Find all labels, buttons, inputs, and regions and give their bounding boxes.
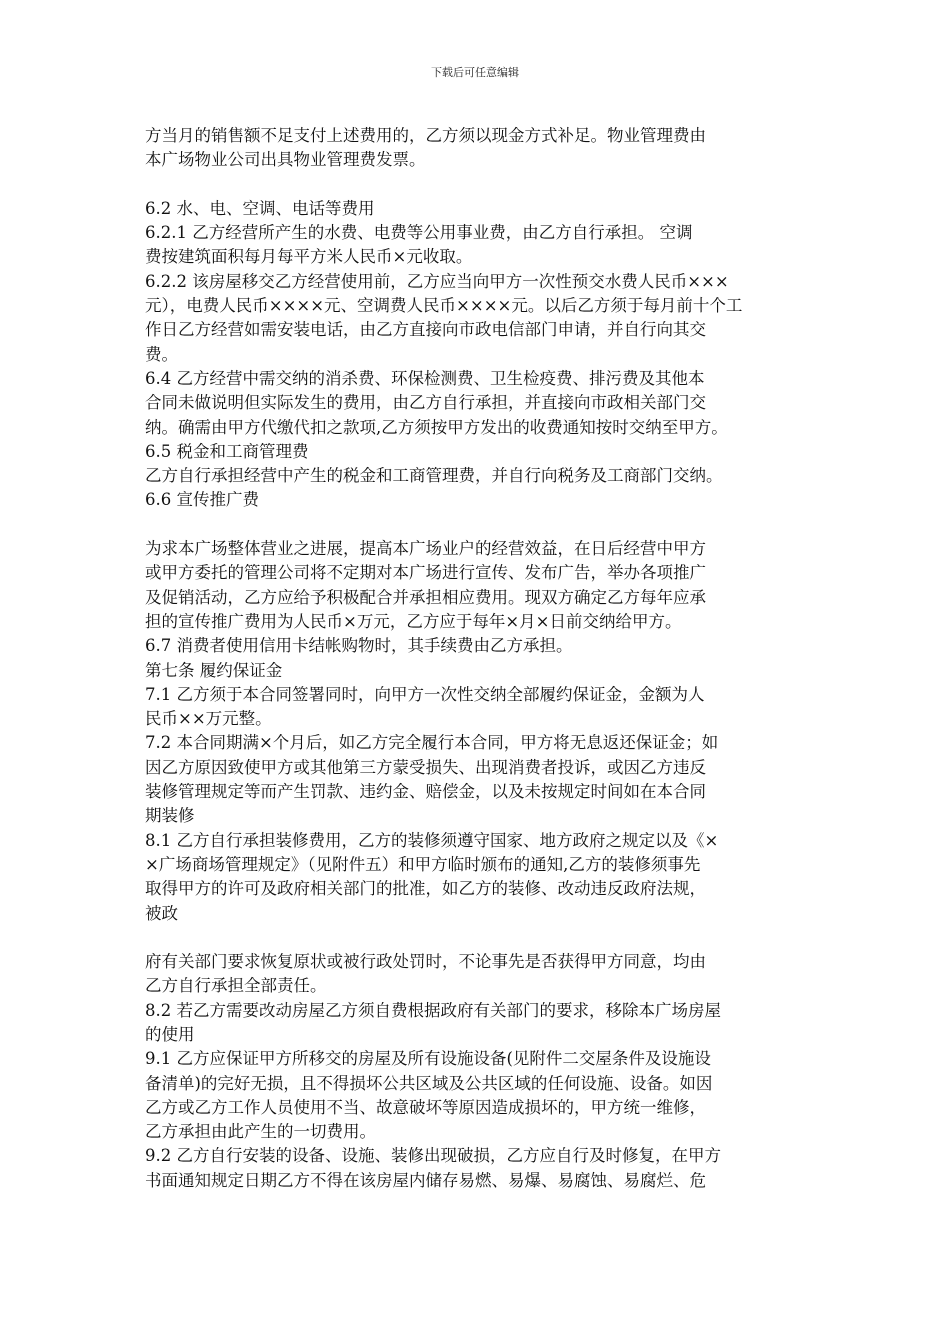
text-line: 为求本广场整体营业之进展，提高本广场业户的经营效益，在日后经营中甲方 — [145, 539, 706, 559]
text-line: 装修管理规定等而产生罚款、违约金、赔偿金，以及未按规定时间如在本合同 — [145, 782, 706, 802]
text-line: 6.7 消费者使用信用卡结帐购物时，其手续费由乙方承担。 — [145, 636, 573, 656]
blank-line — [145, 513, 815, 537]
text-line: 8.2 若乙方需要改动房屋乙方须自费根据政府有关部门的要求，移除本广场房屋 — [145, 1000, 721, 1020]
text-line: 的使用 — [145, 1024, 195, 1044]
text-line: 6.2.2 该房屋移交乙方经营使用前，乙方应当向甲方一次性预交水费人民币××× — [145, 271, 729, 291]
text-line: 6.6 宣传推广费 — [145, 490, 259, 510]
text-line: 6.5 税金和工商管理费 — [145, 441, 309, 461]
text-line: 6.2.1 乙方经营所产生的水费、电费等公用事业费，由乙方自行承担。 空调 — [145, 223, 693, 243]
blank-line — [145, 926, 815, 950]
page-header: 下载后可任意编辑 — [431, 66, 519, 79]
text-line: 6.4 乙方经营中需交纳的消杀费、环保检测费、卫生检疫费、排污费及其他本 — [145, 368, 705, 388]
text-line: 费按建筑面积每月每平方米人民币×元收取。 — [145, 247, 473, 267]
text-line: 乙方自行承担经营中产生的税金和工商管理费，并自行向税务及工商部门交纳。 — [145, 466, 723, 486]
text-line: 府有关部门要求恢复原状或被行政处罚时，不论事先是否获得甲方同意，均由 — [145, 952, 706, 972]
text-line: 7.2 本合同期满×个月后，如乙方完全履行本合同，甲方将无息返还保证金；如 — [145, 733, 719, 753]
text-line: 费。 — [145, 344, 178, 364]
text-line: 9.2 乙方自行安装的设备、设施、装修出现破损，乙方应自行及时修复，在甲方 — [145, 1146, 721, 1166]
text-line: 乙方承担由此产生的一切费用。 — [145, 1122, 376, 1142]
text-line: 元），电费人民币××××元、空调费人民币××××元。以后乙方须于每月前十个工 — [145, 296, 743, 316]
text-line: 取得甲方的许可及政府相关部门的批准，如乙方的装修、改动违反政府法规， — [145, 879, 706, 899]
text-line: 合同未做说明但实际发生的费用，由乙方自行承担，并直接向市政相关部门交 — [145, 393, 706, 413]
text-line: 9.1 乙方应保证甲方所移交的房屋及所有设施设备(见附件二交屋条件及设施设 — [145, 1049, 711, 1069]
text-line: 6.2 水、电、空调、电话等费用 — [145, 198, 375, 218]
text-line: 纳。确需由甲方代缴代扣之款项,乙方须按甲方发出的收费通知按时交纳至甲方。 — [145, 417, 728, 437]
text-line: 8.1 乙方自行承担装修费用，乙方的装修须遵守国家、地方政府之规定以及《× — [145, 830, 719, 850]
blank-line — [145, 173, 815, 197]
text-line: 乙方或乙方工作人员使用不当、故意破坏等原因造成损坏的，甲方统一维修， — [145, 1097, 706, 1117]
document-body — [145, 124, 815, 1193]
text-line: 7.1 乙方须于本合同签署同时，向甲方一次性交纳全部履约保证金，金额为人 — [145, 684, 705, 704]
text-line: 备清单)的完好无损，且不得损坏公共区域及公共区域的任何设施、设备。如因 — [145, 1073, 713, 1093]
text-line: 或甲方委托的管理公司将不定期对本广场进行宣传、发布广告，举办各项推广 — [145, 563, 706, 583]
text-line: 方当月的销售额不足支付上述费用的，乙方须以现金方式补足。物业管理费由 — [145, 126, 706, 145]
text-line: 被政 — [145, 903, 178, 923]
text-line: 担的宣传推广费用为人民币×万元，乙方应于每年×月×日前交纳给甲方。 — [145, 611, 682, 631]
text-line: 及促销活动，乙方应给予积极配合并承担相应费用。现双方确定乙方每年应承 — [145, 587, 706, 607]
text-line: 民币××万元整。 — [145, 709, 272, 729]
text-line: 本广场物业公司出具物业管理费发票。 — [145, 150, 426, 170]
text-line: ×广场商场管理规定》（见附件五）和甲方临时颁布的通知,乙方的装修须事先 — [145, 854, 701, 874]
text-line: 期装修 — [145, 806, 195, 826]
text-line: 书面通知规定日期乙方不得在该房屋内储存易燃、易爆、易腐蚀、易腐烂、危 — [145, 1170, 706, 1190]
text-line: 因乙方原因致使甲方或其他第三方蒙受损失、出现消费者投诉，或因乙方违反 — [145, 757, 706, 777]
text-line: 第七条 履约保证金 — [145, 660, 283, 680]
text-line: 作日乙方经营如需安装电话，由乙方直接向市政电信部门申请，并自行向其交 — [145, 320, 706, 340]
text-line: 乙方自行承担全部责任。 — [145, 976, 327, 996]
